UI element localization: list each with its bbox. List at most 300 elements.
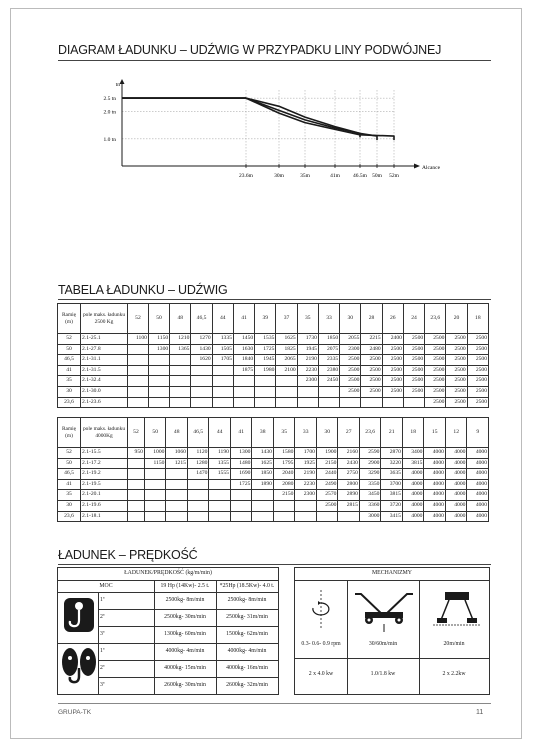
load-cell: 4000: [402, 469, 424, 480]
arm-cell: 35: [58, 376, 81, 387]
gear-label: 2ª: [100, 614, 105, 620]
radius-header: 33: [295, 418, 317, 448]
load-cell: 2500: [467, 376, 488, 387]
load-cell: 1620: [191, 355, 212, 366]
travel-icon: [431, 590, 483, 630]
load-cell: 1150: [148, 334, 169, 345]
load-cell: 2230: [295, 479, 317, 490]
load-cell: 1945: [255, 355, 276, 366]
load-cell: [403, 397, 424, 408]
load-cell: 4000: [445, 458, 467, 469]
radius-header: 48: [170, 304, 191, 334]
load-cell: 1535: [255, 334, 276, 345]
load-cell: 2500: [316, 500, 338, 511]
load-cell: [212, 365, 233, 376]
radius-header: 33: [318, 304, 339, 334]
load-cell: 3700: [381, 479, 403, 490]
load-cell: 2300: [340, 344, 361, 355]
load-cell: 3350: [359, 479, 381, 490]
load-cell: [128, 386, 149, 397]
table-row: [58, 334, 489, 345]
load-cell: 2890: [338, 490, 360, 501]
load-cell: 1430: [191, 344, 212, 355]
load-cell: [316, 511, 338, 522]
load-cell: 2500: [467, 344, 488, 355]
load-cell: 4000: [445, 500, 467, 511]
gear-label: 1ª: [100, 597, 105, 603]
radius-header: 35: [273, 418, 295, 448]
load-cell: 2500: [425, 386, 446, 397]
table-row: [58, 490, 489, 501]
load-cell: 4000: [424, 469, 446, 480]
load-cell: 2500: [361, 365, 382, 376]
diagram-title: DIAGRAM ŁADUNKU – UDŹWIG W PRZYPADKU LINY PODWÓJNEJ: [58, 43, 442, 57]
arm-cell: 46,5: [58, 469, 81, 480]
radius-header: 44: [212, 304, 233, 334]
radius-header: 9: [467, 418, 489, 448]
chart-labels: [103, 82, 440, 179]
model-cell: 2.1-25.1: [81, 334, 128, 345]
load-cell: 3415: [381, 511, 403, 522]
model-cell: 2.1-32.4: [81, 376, 128, 387]
load-cell: [276, 386, 297, 397]
load-cell: [166, 479, 188, 490]
load-cell: 2900: [359, 458, 381, 469]
travel-speed: 20m/min: [443, 641, 465, 647]
load-cell: [170, 365, 191, 376]
load-cell: 1355: [209, 458, 231, 469]
radius-header: 50: [144, 418, 166, 448]
slewing-power: 2 x 4.0 kw: [308, 671, 334, 677]
load-cell: 4000: [424, 448, 446, 459]
load-cell: 2500: [382, 376, 403, 387]
load-cell: [233, 397, 254, 408]
load-table-2500: [57, 303, 489, 408]
load-cell: 3450: [359, 490, 381, 501]
load-cell: 4000: [402, 500, 424, 511]
load-cell: 2400: [382, 334, 403, 345]
load-cell: 4000: [467, 511, 489, 522]
load-cell: 2500: [361, 386, 382, 397]
load-cell: 2500: [340, 386, 361, 397]
capacity-header: pole maks. ładunku 2500 Kg: [81, 304, 128, 334]
load-cell: 1120: [187, 448, 209, 459]
load-cell: 1725: [230, 479, 252, 490]
load-cell: 2440: [316, 469, 338, 480]
speed-value-a: 2500kg- 8m/min: [165, 597, 205, 603]
load-cell: 1705: [212, 355, 233, 366]
load-cell: 1630: [233, 344, 254, 355]
load-cell: 2055: [340, 334, 361, 345]
radius-header: 44: [209, 418, 231, 448]
load-cell: [144, 490, 166, 501]
load-cell: 2750: [338, 469, 360, 480]
load-cell: 2500: [425, 365, 446, 376]
load-cell: 2500: [425, 355, 446, 366]
arm-cell: 41: [58, 479, 81, 490]
load-cell: 2500: [403, 386, 424, 397]
radius-header: 20: [446, 304, 467, 334]
load-cell: 2500: [467, 334, 488, 345]
load-cell: [209, 490, 231, 501]
load-cell: 2590: [359, 448, 381, 459]
load-cell: [148, 355, 169, 366]
load-speed-box: [57, 567, 279, 695]
load-cell: [148, 397, 169, 408]
load-cell: 2500: [361, 376, 382, 387]
model-cell: 2.1-17.2: [81, 458, 128, 469]
load-cell: 1795: [273, 458, 295, 469]
load-cell: [144, 511, 166, 522]
load-cell: 4000: [424, 490, 446, 501]
load-cell: 1725: [255, 344, 276, 355]
model-cell: 2.1-18.1: [81, 511, 128, 522]
x-tick-label: 23.6m: [239, 173, 253, 179]
x-tick-label: 46.5m: [353, 173, 367, 179]
load-cell: [252, 511, 274, 522]
load-cell: 2190: [295, 469, 317, 480]
load-cell: 4000: [402, 490, 424, 501]
load-cell: [187, 490, 209, 501]
load-cell: [128, 376, 149, 387]
load-cell: 2500: [467, 397, 488, 408]
load-cell: 2500: [446, 386, 467, 397]
load-cell: 1300: [230, 448, 252, 459]
load-cell: 3720: [381, 500, 403, 511]
speed-value-b: 2500kg- 31m/min: [226, 614, 268, 620]
load-cell: 2500: [467, 386, 488, 397]
model-cell: 2.1-15.5: [81, 448, 128, 459]
table-row: [58, 458, 489, 469]
load-cell: 1300: [148, 344, 169, 355]
travel-power: 2 x 2.2kw: [442, 671, 466, 677]
arm-cell: 50: [58, 458, 81, 469]
radius-header: 12: [445, 418, 467, 448]
load-cell: 3815: [381, 490, 403, 501]
load-cell: 2500: [403, 376, 424, 387]
load-cell: 2500: [403, 334, 424, 345]
load-cell: 2500: [382, 386, 403, 397]
load-cell: 2500: [382, 365, 403, 376]
arm-cell: 23,6: [58, 511, 81, 522]
trolley-power: 1.0/1.8 kw: [370, 671, 396, 677]
load-curve-3: [122, 98, 394, 140]
gear-label: 1ª: [100, 648, 105, 654]
load-cell: [252, 500, 274, 511]
load-cell: 2500: [425, 376, 446, 387]
load-cell: [148, 365, 169, 376]
load-cell: 2500: [382, 344, 403, 355]
load-cell: 2815: [338, 500, 360, 511]
x-tick-label: 52m: [389, 173, 399, 179]
load-cell: 2500: [467, 355, 488, 366]
load-cell: 4000: [424, 479, 446, 490]
load-cell: [191, 376, 212, 387]
table-row: [58, 500, 489, 511]
load-cell: 4000: [424, 500, 446, 511]
load-cell: 1850: [318, 334, 339, 345]
model-cell: 2.1-19.6: [81, 500, 128, 511]
load-cell: 2500: [446, 334, 467, 345]
load-cell: [209, 511, 231, 522]
chart-axes: [120, 79, 421, 169]
load-cell: [128, 458, 145, 469]
table-row: [58, 469, 489, 480]
load-cell: [276, 397, 297, 408]
arm-cell: 52: [58, 334, 81, 345]
arm-header: Ramię (m): [58, 304, 81, 334]
load-cell: [255, 376, 276, 387]
radius-header: 23,6: [425, 304, 446, 334]
radius-header: 46,5: [187, 418, 209, 448]
radius-header: 35: [297, 304, 318, 334]
load-cell: 4000: [467, 490, 489, 501]
radius-header: 23,6: [359, 418, 381, 448]
radius-header: 27: [338, 418, 360, 448]
load-cell: 2500: [425, 334, 446, 345]
load-cell: [230, 511, 252, 522]
model-cell: 2.1-27.8: [81, 344, 128, 355]
load-cell: [230, 490, 252, 501]
load-cell: [209, 479, 231, 490]
load-cell: 2500: [340, 365, 361, 376]
radius-header: 41: [233, 304, 254, 334]
load-cell: 2430: [338, 458, 360, 469]
load-cell: 1945: [297, 344, 318, 355]
load-cell: 1270: [191, 334, 212, 345]
load-cell: 2500: [361, 355, 382, 366]
arm-cell: 41: [58, 365, 81, 376]
load-cell: [170, 355, 191, 366]
x-tick-label: 30m: [274, 173, 284, 179]
load-cell: 2230: [297, 365, 318, 376]
y-tick-label: 2.5 tn: [103, 96, 116, 103]
load-cell: 1875: [233, 365, 254, 376]
speed-value-b: 1500kg- 62m/min: [226, 631, 268, 637]
radius-header: 52: [128, 418, 145, 448]
load-cell: 2500: [467, 365, 488, 376]
radius-header: 46,5: [191, 304, 212, 334]
load-cell: 2065: [276, 355, 297, 366]
load-cell: [166, 469, 188, 480]
load-cell: [166, 511, 188, 522]
table-row: [58, 448, 489, 459]
model-cell: 2.1-19.2: [81, 469, 128, 480]
load-cell: 2500: [446, 397, 467, 408]
gear-label: 3ª: [100, 682, 105, 688]
load-cell: 2500: [403, 365, 424, 376]
load-cell: [170, 397, 191, 408]
y-tick-label: 1.0 tn: [103, 136, 116, 143]
table-row: [58, 365, 489, 376]
x-axis-arrow: [414, 164, 420, 169]
load-cell: 4000: [467, 500, 489, 511]
trolley-icon: [351, 586, 417, 634]
load-cell: 1150: [144, 458, 166, 469]
load-cell: 1555: [209, 469, 231, 480]
radius-header: 24: [403, 304, 424, 334]
radius-header: 48: [166, 418, 188, 448]
table-section-title: TABELA ŁADUNKU – UDŹWIG: [58, 283, 228, 297]
load-cell: [128, 511, 145, 522]
x-tick-label: 50m: [372, 173, 382, 179]
speed-value-b: 2600kg- 32m/min: [226, 682, 268, 688]
load-curve-2: [122, 98, 377, 140]
load-cell: 1925: [295, 458, 317, 469]
radius-header: 18: [467, 304, 488, 334]
model-cell: 2.1-31.5: [81, 365, 128, 376]
load-cell: 3220: [381, 458, 403, 469]
load-cell: [295, 500, 317, 511]
load-cell: 2500: [446, 355, 467, 366]
load-cell: [144, 479, 166, 490]
table-section-rule: [58, 299, 491, 300]
load-cell: [255, 397, 276, 408]
load-cell: 1210: [170, 334, 191, 345]
load-cell: [212, 386, 233, 397]
load-cell: 1450: [233, 334, 254, 345]
load-cell: 2380: [318, 365, 339, 376]
radius-header: 50: [148, 304, 169, 334]
model-cell: 2.1-20.1: [81, 490, 128, 501]
load-cell: 2490: [316, 479, 338, 490]
single-hook-icon: [62, 596, 96, 640]
load-table-4000: [57, 417, 489, 522]
load-cell: 4000: [467, 469, 489, 480]
arm-header: Ramię (m): [58, 418, 81, 448]
load-cell: 1980: [255, 365, 276, 376]
model-cell: 2.1-30.0: [81, 386, 128, 397]
load-cell: [166, 490, 188, 501]
speed-section-title: ŁADUNEK – PRĘDKOŚĆ: [58, 548, 198, 562]
load-cell: 1625: [276, 334, 297, 345]
load-cell: 2500: [446, 365, 467, 376]
load-cell: 4000: [424, 458, 446, 469]
load-cell: [144, 469, 166, 480]
load-cell: 1470: [187, 469, 209, 480]
load-cell: [233, 376, 254, 387]
load-cell: [144, 500, 166, 511]
load-cell: 1505: [212, 344, 233, 355]
model-cell: 2.1-23.6: [81, 397, 128, 408]
load-cell: 2800: [338, 479, 360, 490]
load-cell: 2500: [403, 344, 424, 355]
load-cell: 1900: [316, 448, 338, 459]
gear-label: 3ª: [100, 631, 105, 637]
load-cell: [128, 479, 145, 490]
footer-brand: GRUPA-TK: [58, 709, 92, 716]
load-cell: 2500: [382, 355, 403, 366]
load-cell: 2040: [273, 469, 295, 480]
mechanisms-header: MECHANIZMY: [372, 570, 412, 576]
load-cell: 2500: [425, 344, 446, 355]
speed-value-a: 4000kg- 15m/min: [164, 665, 206, 671]
diagram-title-rule: [58, 60, 491, 61]
radius-header: 21: [381, 418, 403, 448]
table-row: [58, 355, 489, 366]
load-cell: 4000: [424, 511, 446, 522]
load-cell: 2450: [318, 376, 339, 387]
load-cell: 2500: [340, 355, 361, 366]
load-cell: 3360: [359, 500, 381, 511]
x-tick-label: 35m: [300, 173, 310, 179]
speed-value-b: 4000kg- 16m/min: [226, 665, 268, 671]
load-cell: 4000: [402, 511, 424, 522]
load-cell: 2100: [276, 365, 297, 376]
load-cell: [295, 511, 317, 522]
load-cell: [318, 386, 339, 397]
load-cell: 1690: [230, 469, 252, 480]
load-cell: 2500: [446, 344, 467, 355]
speed-value-b: 4000kg- 4m/min: [227, 648, 267, 654]
load-cell: [187, 500, 209, 511]
load-cell: [128, 344, 149, 355]
double-hook-icon: [60, 644, 98, 690]
arm-cell: 35: [58, 490, 81, 501]
load-cell: [273, 511, 295, 522]
load-cell: [148, 376, 169, 387]
y-tick-label: 2.0 tn: [103, 109, 116, 116]
load-cell: [255, 386, 276, 397]
load-cell: 1840: [233, 355, 254, 366]
load-cell: 4000: [445, 479, 467, 490]
radius-header: 39: [255, 304, 276, 334]
load-cell: 2215: [361, 334, 382, 345]
arm-cell: 23,6: [58, 397, 81, 408]
trolley-speed: 30/60m/min: [368, 641, 398, 647]
mechanisms-box: [294, 567, 490, 695]
load-cell: 4000: [402, 479, 424, 490]
table-row: [58, 376, 489, 387]
load-cell: 1335: [212, 334, 233, 345]
radius-header: 52: [128, 304, 149, 334]
speed-value-b: 2500kg- 8m/min: [227, 597, 267, 603]
load-cell: 4000: [445, 511, 467, 522]
arm-cell: 46,5: [58, 355, 81, 366]
radius-header: 37: [276, 304, 297, 334]
load-cell: [170, 386, 191, 397]
arm-cell: 30: [58, 386, 81, 397]
capacity-header: pole maks. ładunku 4000Kg: [81, 418, 128, 448]
speed-value-a: 1300kg- 60m/min: [164, 631, 206, 637]
load-cell: [148, 386, 169, 397]
load-cell: [191, 365, 212, 376]
load-cell: [318, 397, 339, 408]
radius-header: 18: [402, 418, 424, 448]
load-cell: [276, 376, 297, 387]
load-cell: [191, 386, 212, 397]
load-cell: 3290: [359, 469, 381, 480]
y-axis-arrow: [120, 79, 125, 84]
load-cell: 1430: [252, 448, 274, 459]
load-cell: 2570: [316, 490, 338, 501]
load-cell: 1365: [170, 344, 191, 355]
load-cell: 2335: [318, 355, 339, 366]
power-col-a: 19 Hp (14Kw)- 2.5 t.: [160, 583, 210, 589]
speed-value-a: 2500kg- 30m/min: [164, 614, 206, 620]
load-speed-header: ŁADUNEK/PRĘDKOŚĆ (kg/m/min): [124, 570, 212, 576]
table-row: [58, 397, 489, 408]
load-cell: 4000: [445, 448, 467, 459]
radius-header: 41: [230, 418, 252, 448]
load-cell: 2300: [295, 490, 317, 501]
radius-header: 38: [252, 418, 274, 448]
load-cell: 2080: [273, 479, 295, 490]
load-cell: [252, 490, 274, 501]
load-cell: 950: [128, 448, 145, 459]
arm-cell: 30: [58, 500, 81, 511]
load-cell: [128, 365, 149, 376]
